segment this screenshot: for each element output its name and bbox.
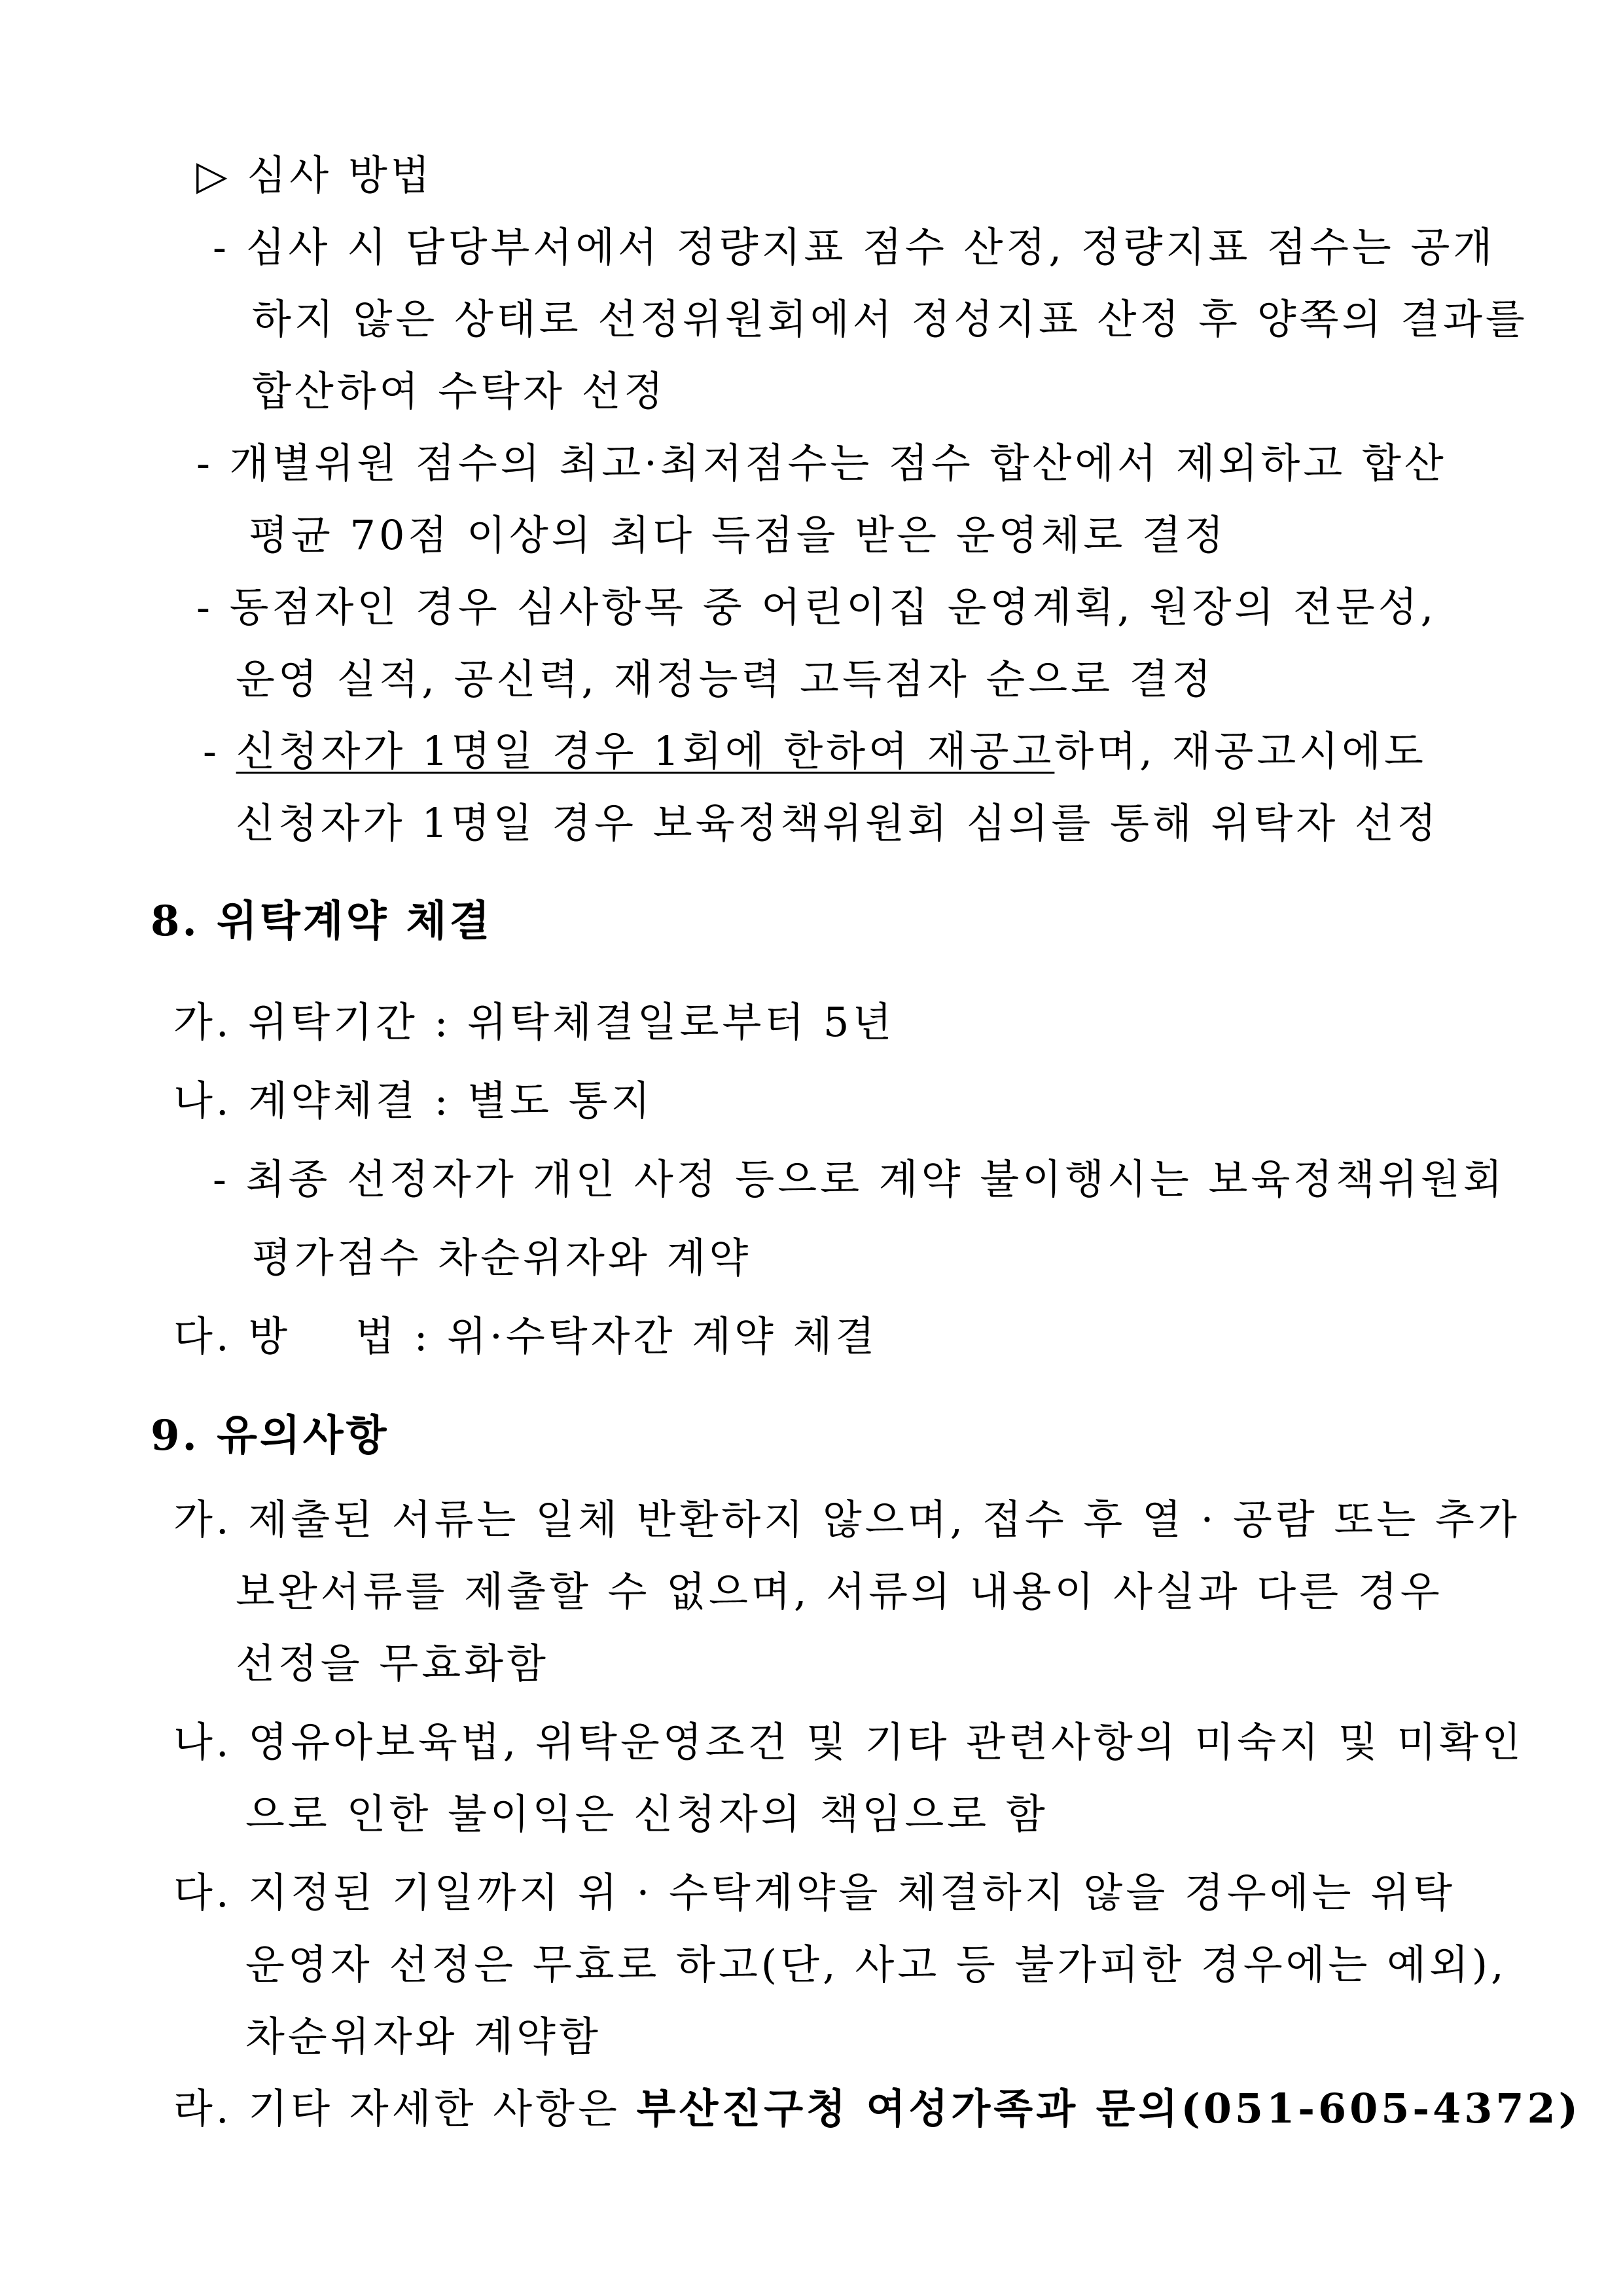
screening-item-4-underlined: 신청자가 1명일 경우 1회에 한하여 재공고 — [236, 727, 1055, 775]
contact-info: 부산진구청 여성가족과 문의(051-605-4372) — [636, 2085, 1581, 2132]
section-9-item-ga-line-1: 가. 제출된 서류는 일체 반환하지 않으며, 접수 후 열 · 공람 또는 추가 — [173, 1496, 1520, 1543]
section-9-title: 9. 유의사항 — [151, 1411, 389, 1460]
section-9-item-ga-line-2: 보완서류를 제출할 수 없으며, 서류의 내용이 사실과 다른 경우 — [236, 1568, 1443, 1615]
section-9-item-ga-line-3: 선정을 무효화함 — [236, 1640, 549, 1687]
screening-method-heading: ▷ 심사 방법 — [196, 151, 433, 199]
screening-item-3-line-2: 운영 실적, 공신력, 재정능력 고득점자 순으로 결정 — [236, 655, 1215, 703]
section-9-item-na-line-1: 나. 영유아보육법, 위탁운영조건 및 기타 관련사항의 미숙지 및 미확인 — [173, 1718, 1525, 1766]
screening-item-2-line-1: - 개별위원 점수의 최고·최저점수는 점수 합산에서 제외하고 합산 — [196, 439, 1447, 487]
screening-item-1-line-2: 하지 않은 상태로 선정위원회에서 정성지표 산정 후 양쪽의 결과를 — [252, 295, 1528, 343]
section-9-item-da-line-2: 운영자 선정은 무효로 하고(단, 사고 등 불가피한 경우에는 예외), — [245, 1941, 1507, 1988]
section-9-item-da-line-3: 차순위자와 계약함 — [245, 2013, 601, 2060]
screening-item-4-line-1 — [203, 725, 1427, 778]
screening-item-4-dash: - — [203, 727, 236, 775]
section-8-title: 8. 위탁계약 체결 — [151, 897, 493, 946]
section-9-item-da-line-1: 다. 지정된 기일까지 위 · 수탁계약을 체결하지 않을 경우에는 위탁 — [173, 1869, 1455, 1916]
section-8-item-na-sub-line-2: 평가점수 차순위자와 계약 — [252, 1234, 752, 1282]
section-8-item-da: 다. 방 법 : 위·수탁자간 계약 체결 — [173, 1312, 878, 1360]
screening-item-4-line-2: 신청자가 1명일 경우 보육정책위원회 심의를 통해 위탁자 선정 — [236, 799, 1440, 847]
screening-item-4-rest: 하며, 재공고시에도 — [1054, 727, 1427, 775]
section-9-item-ra — [173, 2083, 1581, 2135]
section-8-item-na: 나. 계약체결 : 별도 통지 — [173, 1077, 654, 1124]
screening-item-2-line-2: 평균 70점 이상의 최다 득점을 받은 운영체로 결정 — [249, 511, 1227, 559]
screening-item-1-line-1: - 심사 시 담당부서에서 정량지표 점수 산정, 정량지표 점수는 공개 — [213, 223, 1496, 271]
section-8-item-ga: 가. 위탁기간 : 위탁체결일로부터 5년 — [173, 998, 895, 1046]
section-8-item-na-sub-line-1: - 최종 선정자가 개인 사정 등으로 계약 불이행시는 보육정책위원회 — [213, 1155, 1506, 1203]
screening-item-3-line-1: - 동점자인 경우 심사항목 중 어린이집 운영계획, 원장의 전문성, — [196, 583, 1437, 631]
screening-item-1-line-3: 합산하여 수탁자 선정 — [252, 367, 667, 415]
section-9-item-na-line-2: 으로 인한 불이익은 신청자의 책임으로 함 — [245, 1790, 1048, 1838]
section-9-item-ra-prefix: 라. 기타 자세한 사항은 — [173, 2085, 637, 2132]
